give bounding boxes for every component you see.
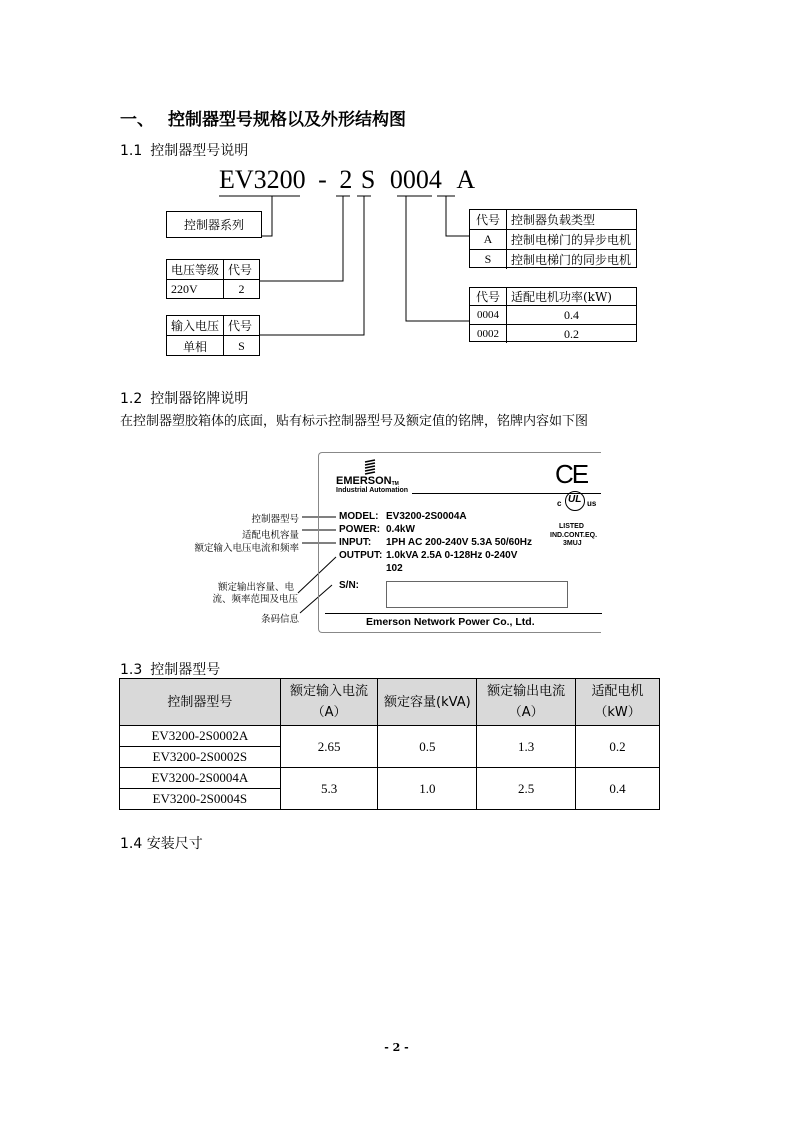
emerson-logo-icon [363,459,377,475]
load-desc-s: 控制电梯门的同步电机 [506,250,636,269]
voltage-value-2: 2 [223,280,259,299]
plate-label-model: 控制器型号 [251,514,299,525]
output-current-cell: 2.5 [477,768,576,810]
section-title: 控制器铭牌说明 [150,391,249,407]
brand-name: EMERSONTM [336,475,399,487]
input-current-cell: 2.65 [280,726,378,768]
plate-label-output-1: 额定输出容量、电 [217,582,294,593]
header-line-2: （A） [508,705,544,720]
spec-table [119,678,660,810]
load-code-s: S [484,252,492,266]
series-label: 控制器系列 [183,218,244,232]
power-header-1: 代号 [475,290,500,304]
header-line-1: 适配电机 [591,684,644,699]
header-line-1: 额定容量(kVA) [384,694,471,710]
voltage-value-1: 220V [171,282,198,296]
phase-header-1: 输入电压 [171,319,220,333]
ul-mark [555,491,601,513]
voltage-box [166,259,260,299]
power-code-0004: 0004 [477,309,499,321]
ul-ind: IND.CONT.EQ. [550,532,598,539]
plate-label-power: 适配电机容量 [241,530,299,541]
header-line-2: （kW） [594,705,641,720]
load-desc-a: 控制电梯门的异步电机 [506,230,636,249]
series-box [166,211,262,238]
brand-division: Industrial Automation [336,487,409,494]
code-prefix: EV3200 [219,165,306,194]
ul-listed: LISTED [559,523,584,530]
model-cell: EV3200-2S0002S [120,747,281,768]
power-header-2: 适配电机功率(kW) [506,288,636,305]
ce-mark: CE [555,459,588,489]
model-cell: EV3200-2S0002A [120,726,281,747]
ul-code: 3MUJ [563,540,582,547]
table-row [120,768,660,789]
heading-number: 一、 [120,110,154,130]
phase-value-2: S [223,336,259,356]
section-1-2-heading [120,388,248,408]
section-number: 1.2 [120,391,143,407]
sn-label: S/N: [339,580,359,591]
plate-label-output-2: 流、频率范围及电压 [212,594,298,605]
ul-text: UL [568,494,582,505]
load-header-2: 控制器负载类型 [506,210,636,229]
section-title: 控制器型号说明 [150,143,249,159]
section-number: 1.3 [120,662,143,678]
motor-cell: 0.2 [576,726,660,768]
power-value-0004: 0.4 [506,306,636,324]
motor-cell: 0.4 [576,768,660,810]
ul-c: c [557,499,562,508]
plate-label-input: 额定输入电压电流和频率 [194,543,299,554]
model-label: MODEL: [339,511,379,522]
header-line-1: 控制器型号 [167,694,233,710]
heading-title: 控制器型号规格以及外形结构图 [168,110,406,130]
section-1-4-heading: 1.4 安装尺寸 [120,836,203,852]
section-title: 控制器型号 [150,662,221,678]
code-voltage: 2 [339,165,353,194]
input-value: 1PH AC 200-240V 5.3A 50/60Hz [386,537,533,548]
voltage-header-1: 电压等级 [171,263,220,277]
table-header [576,679,660,726]
table-header [477,679,576,726]
voltage-header-2: 代号 [223,260,259,279]
output-current-cell: 1.3 [477,726,576,768]
power-value-0002: 0.2 [506,325,636,343]
load-type-box [469,209,637,268]
plate-label-barcode: 条码信息 [260,614,299,625]
model-cell: EV3200-2S0004S [120,789,281,810]
phase-box [166,315,260,356]
table-header-row [120,679,660,726]
code-phase: S [360,165,376,194]
header-line-1: 额定输出电流 [487,684,566,699]
input-current-cell: 5.3 [280,768,378,810]
plate-footer: Emerson Network Power Co., Ltd. [366,616,535,628]
barcode-area [386,581,568,608]
header-line-1: 额定输入电流 [290,684,369,699]
trademark: TM [391,481,399,487]
output-value: 1.0kVA 2.5A 0-128Hz 0-240V [386,550,518,561]
code-power: 0004 [389,165,442,194]
page-number: - 2 - [384,1041,409,1054]
phase-header-2: 代号 [223,316,259,335]
table-row [120,726,660,747]
nameplate [318,452,601,633]
code-dash: - [318,165,327,194]
header-line-2: （A） [311,705,347,720]
phase-value-1: 单相 [182,339,207,354]
model-cell: EV3200-2S0004A [120,768,281,789]
input-label: INPUT: [339,537,372,548]
capacity-cell: 0.5 [378,726,477,768]
power-code-0002: 0002 [477,328,499,340]
output-value-2: 102 [386,563,403,574]
footer-rule [325,613,602,614]
model-code-connectors [0,0,793,380]
output-label: OUTPUT: [339,550,383,561]
code-load: A [456,165,476,194]
model-value: EV3200-2S0004A [386,511,467,522]
power-value: 0.4kW [386,524,415,535]
table-header [378,679,477,726]
capacity-cell: 1.0 [378,768,477,810]
load-code-a: A [483,232,493,246]
section-number: 1.1 [120,143,143,159]
table-header [280,679,378,726]
power-box [469,287,637,342]
ul-us: us [587,499,597,508]
power-label: POWER: [339,524,381,535]
section-1-3-heading [120,659,220,679]
load-header-1: 代号 [475,213,500,227]
table-header [120,679,281,726]
section-1-2-text: 在控制器塑胶箱体的底面，贴有标示控制器型号及额定值的铭牌，铭牌内容如下图 [120,414,589,429]
